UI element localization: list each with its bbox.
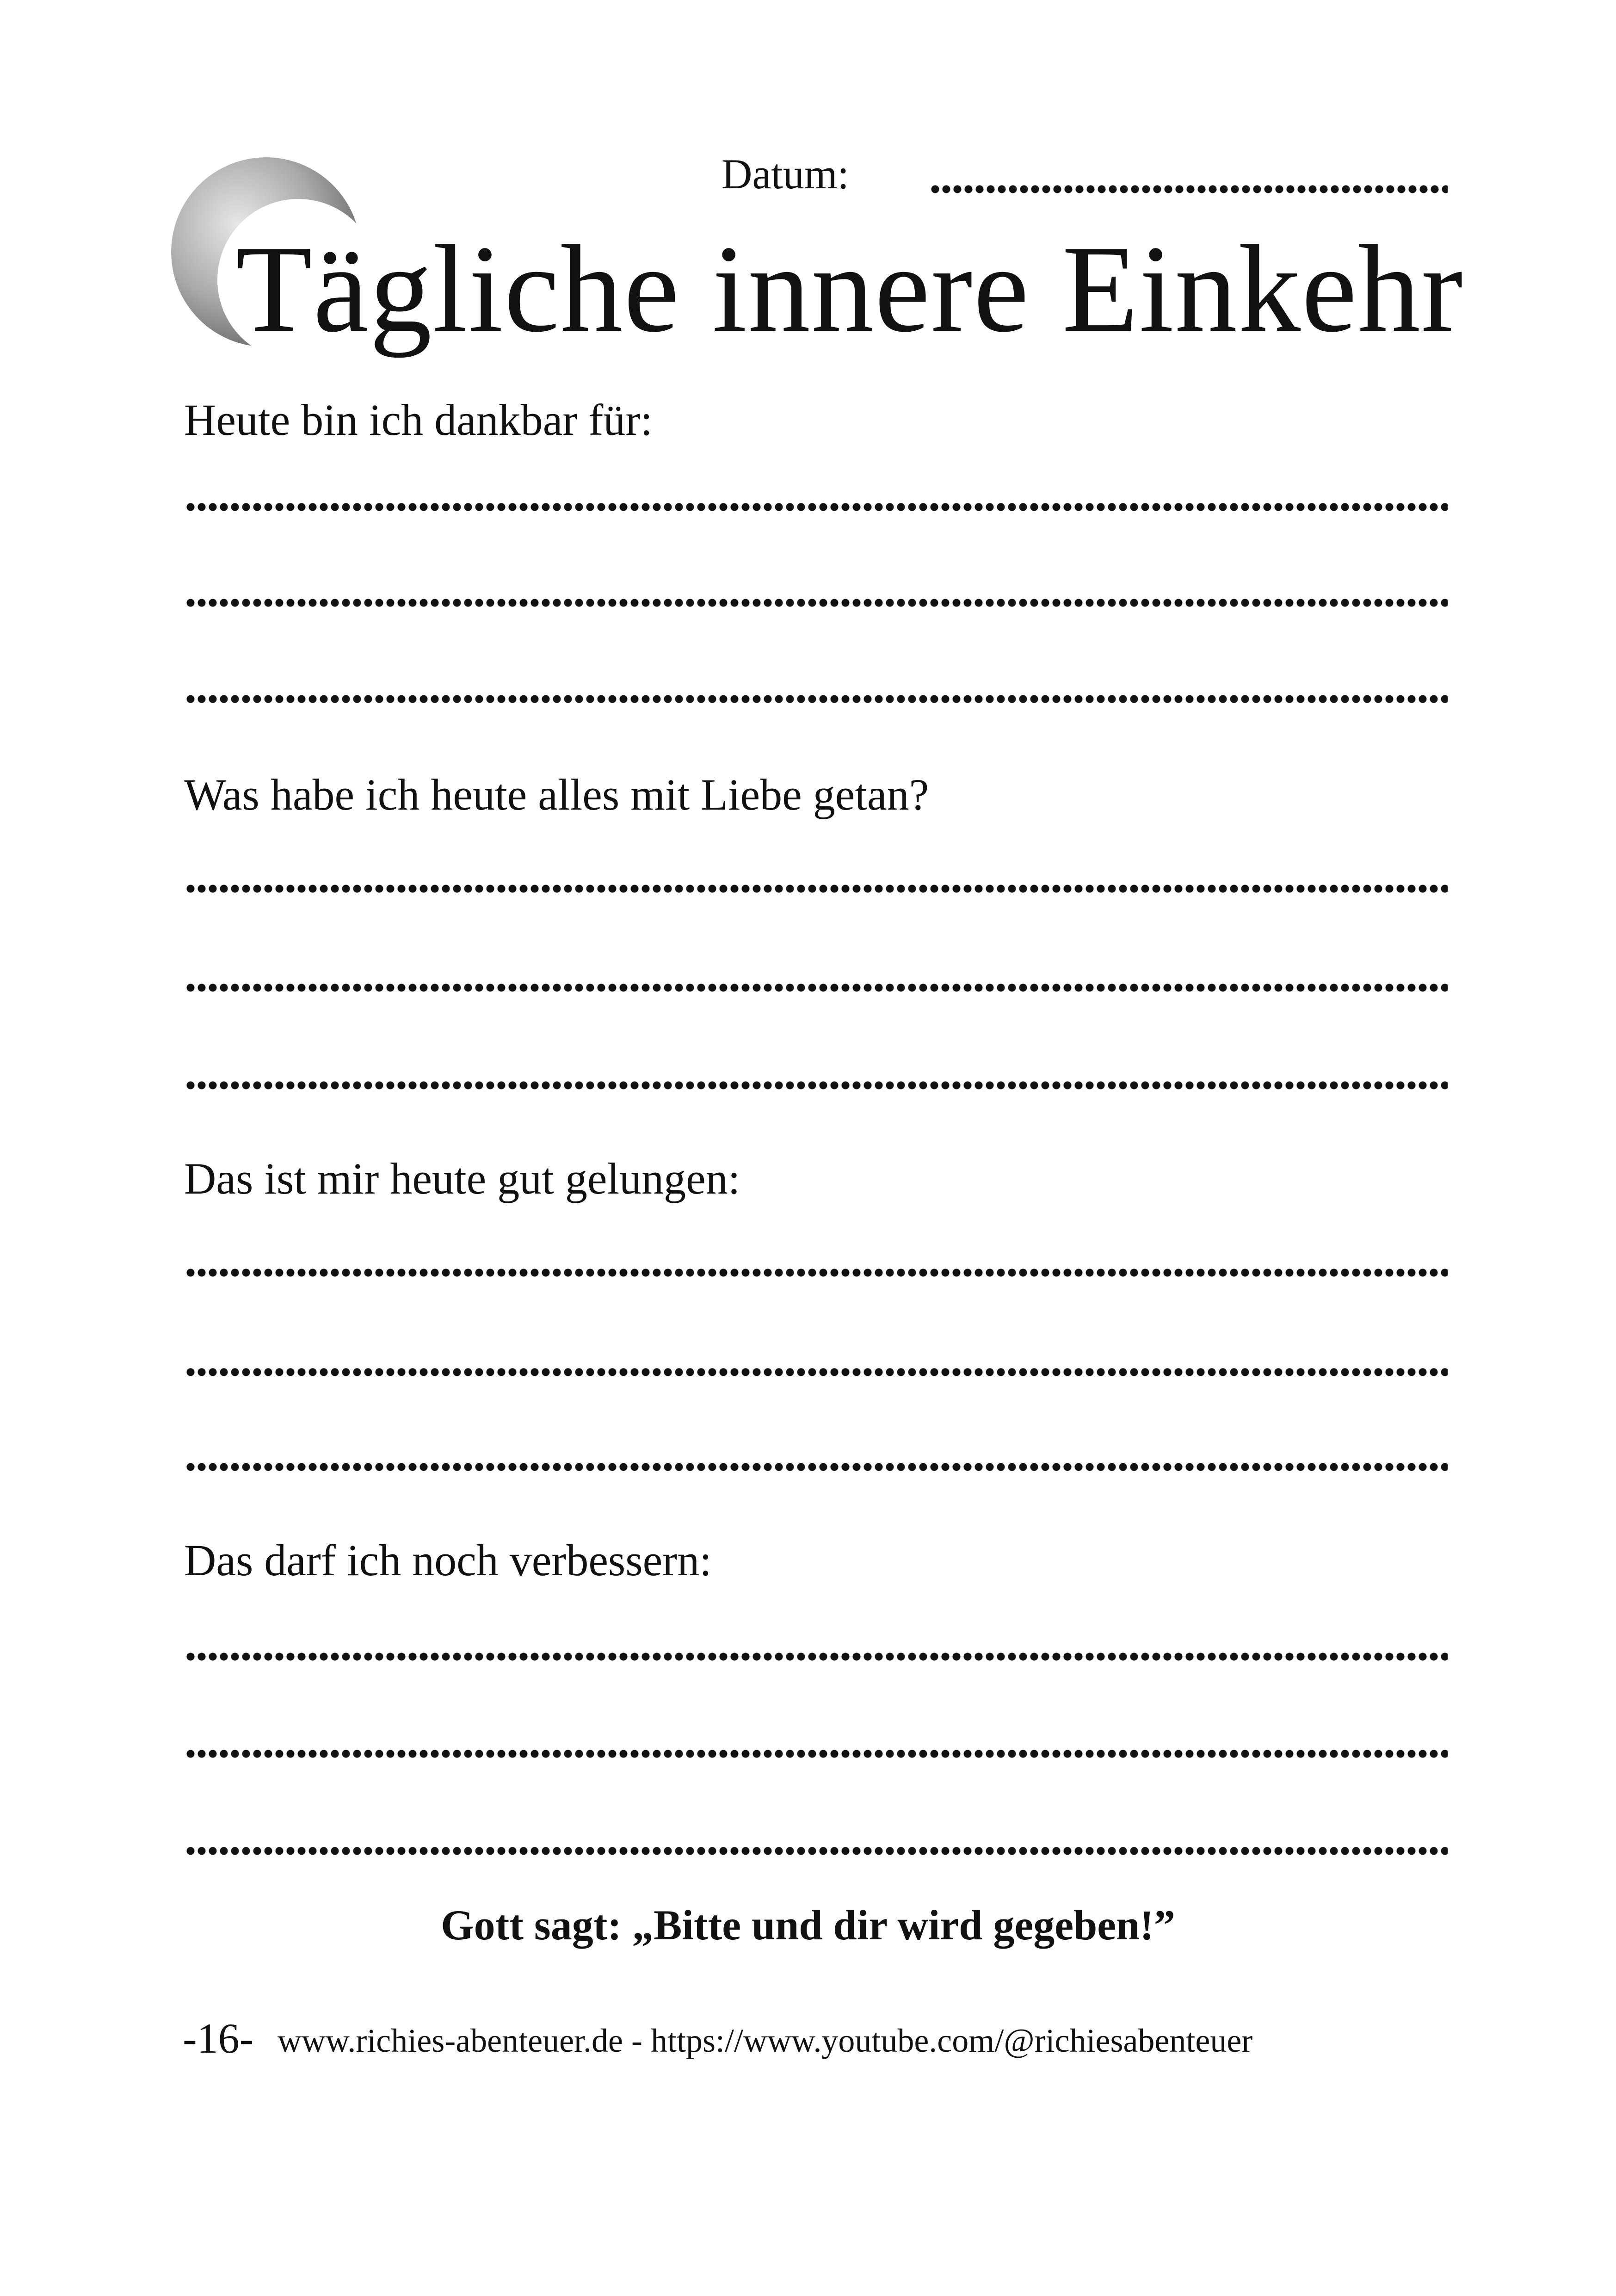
answer-line[interactable] — [185, 1846, 1448, 1856]
answer-line[interactable] — [185, 1462, 1448, 1472]
answer-line[interactable] — [185, 502, 1448, 512]
question-done-with-love: Was habe ich heute alles mit Liebe getan? — [184, 770, 929, 819]
closing-quote: Gott sagt: „Bitte und dir wird gegeben!” — [441, 1901, 1175, 1949]
answer-line[interactable] — [185, 1652, 1448, 1662]
page-number: -16- — [183, 2015, 254, 2062]
page-title: Tägliche innere Einkehr — [236, 220, 1464, 358]
question-grateful: Heute bin ich dankbar für: — [184, 395, 653, 445]
answer-line[interactable] — [185, 1367, 1448, 1377]
question-went-well: Das ist mir heute gut gelungen: — [184, 1154, 740, 1203]
date-entry-line[interactable] — [930, 184, 1448, 194]
answer-line[interactable] — [185, 884, 1448, 894]
answer-line[interactable] — [185, 1268, 1448, 1278]
date-label: Datum: — [722, 150, 849, 198]
question-improve: Das darf ich noch verbessern: — [184, 1535, 712, 1585]
answer-line[interactable] — [185, 1749, 1448, 1759]
footer-links: www.richies-abenteuer.de - https://www.youtube.com/@richiesabenteuer — [278, 2022, 1253, 2059]
answer-line[interactable] — [185, 983, 1448, 993]
answer-line[interactable] — [185, 1080, 1448, 1090]
answer-line[interactable] — [185, 694, 1448, 704]
answer-line[interactable] — [185, 598, 1448, 608]
